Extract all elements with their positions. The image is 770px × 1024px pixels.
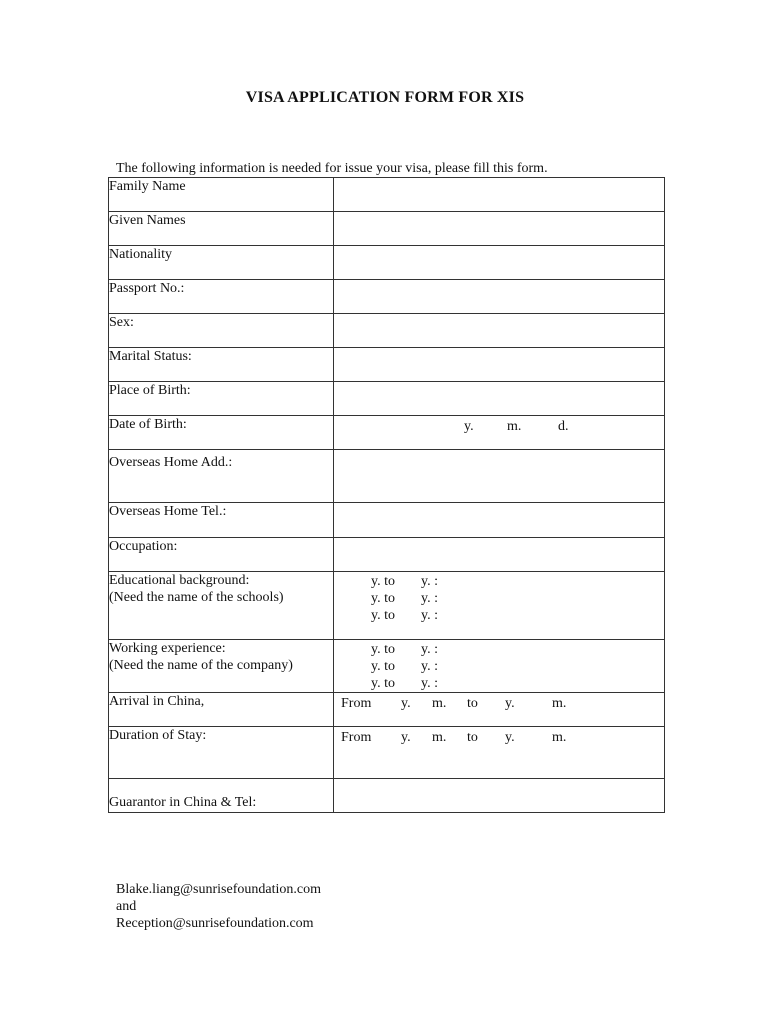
contact-footer <box>116 881 321 932</box>
row-place-of-birth <box>109 382 665 416</box>
working-from: y. to <box>371 676 395 691</box>
duration-month2: m. <box>552 730 567 745</box>
overseas-home-tel-label: Overseas Home Tel.: <box>109 503 334 538</box>
visa-form-table <box>108 177 665 813</box>
row-guarantor <box>109 779 665 813</box>
nationality-field[interactable] <box>334 246 665 280</box>
date-of-birth-field[interactable] <box>334 416 665 450</box>
row-working-experience <box>109 640 665 693</box>
place-of-birth-label: Place of Birth: <box>109 382 334 416</box>
sex-field[interactable] <box>334 314 665 348</box>
arrival-month1: m. <box>432 696 447 711</box>
working-experience-label <box>109 640 334 693</box>
marital-status-field[interactable] <box>334 348 665 382</box>
education-to: y. : <box>421 574 438 589</box>
arrival-field[interactable] <box>334 693 665 727</box>
duration-month1: m. <box>432 730 447 745</box>
row-duration-of-stay <box>109 727 665 779</box>
given-names-label: Given Names <box>109 212 334 246</box>
working-line <box>334 659 534 676</box>
arrival-year1: y. <box>401 696 411 711</box>
intro-text: The following information is needed for issue your visa, please fill this form. <box>116 161 548 176</box>
family-name-label: Family Name <box>109 178 334 212</box>
form-title: VISA APPLICATION FORM FOR XIS <box>245 89 525 106</box>
row-nationality <box>109 246 665 280</box>
row-overseas-home-tel <box>109 503 665 538</box>
nationality-label: Nationality <box>109 246 334 280</box>
occupation-label: Occupation: <box>109 538 334 572</box>
guarantor-label: Guarantor in China & Tel: <box>109 779 334 813</box>
arrival-month2: m. <box>552 696 567 711</box>
given-names-field[interactable] <box>334 212 665 246</box>
working-from: y. to <box>371 659 395 674</box>
dob-year-unit: y. <box>464 419 474 434</box>
guarantor-field[interactable] <box>334 779 665 813</box>
dob-month-unit: m. <box>507 419 522 434</box>
duration-year2: y. <box>505 730 515 745</box>
contact-email-1: Blake.liang@sunrisefoundation.com <box>116 882 321 897</box>
working-to: y. : <box>421 642 438 657</box>
arrival-year2: y. <box>505 696 515 711</box>
duration-to: to <box>467 730 478 745</box>
working-to: y. : <box>421 659 438 674</box>
arrival-from: From <box>341 696 372 711</box>
row-passport-no <box>109 280 665 314</box>
duration-year1: y. <box>401 730 411 745</box>
row-marital-status <box>109 348 665 382</box>
working-experience-label-title: Working experience: <box>109 641 226 656</box>
passport-no-label: Passport No.: <box>109 280 334 314</box>
working-experience-field[interactable] <box>334 640 665 693</box>
contact-and: and <box>116 899 137 914</box>
education-to: y. : <box>421 608 438 623</box>
working-from: y. to <box>371 642 395 657</box>
overseas-home-add-label: Overseas Home Add.: <box>109 450 334 503</box>
row-occupation <box>109 538 665 572</box>
duration-from: From <box>341 730 372 745</box>
education-line <box>334 574 534 591</box>
overseas-home-tel-field[interactable] <box>334 503 665 538</box>
working-line <box>334 676 534 693</box>
education-label-note: (Need the name of the schools) <box>109 590 284 605</box>
overseas-home-add-field[interactable] <box>334 450 665 503</box>
occupation-field[interactable] <box>334 538 665 572</box>
education-label-title: Educational background: <box>109 573 250 588</box>
education-line <box>334 591 534 608</box>
contact-email-2: Reception@sunrisefoundation.com <box>116 916 314 931</box>
place-of-birth-field[interactable] <box>334 382 665 416</box>
education-from: y. to <box>371 574 395 589</box>
sex-label: Sex: <box>109 314 334 348</box>
arrival-to: to <box>467 696 478 711</box>
dob-day-unit: d. <box>558 419 569 434</box>
row-education <box>109 572 665 640</box>
passport-no-field[interactable] <box>334 280 665 314</box>
row-given-names <box>109 212 665 246</box>
marital-status-label: Marital Status: <box>109 348 334 382</box>
row-overseas-home-add <box>109 450 665 503</box>
duration-label: Duration of Stay: <box>109 727 334 779</box>
date-of-birth-label: Date of Birth: <box>109 416 334 450</box>
working-to: y. : <box>421 676 438 691</box>
row-arrival-in-china <box>109 693 665 727</box>
working-line <box>334 642 534 659</box>
education-line <box>334 608 534 625</box>
row-date-of-birth <box>109 416 665 450</box>
education-label <box>109 572 334 640</box>
row-sex <box>109 314 665 348</box>
education-field[interactable] <box>334 572 665 640</box>
family-name-field[interactable] <box>334 178 665 212</box>
education-from: y. to <box>371 591 395 606</box>
education-from: y. to <box>371 608 395 623</box>
education-to: y. : <box>421 591 438 606</box>
duration-field[interactable] <box>334 727 665 779</box>
working-experience-label-note: (Need the name of the company) <box>109 658 293 673</box>
row-family-name <box>109 178 665 212</box>
arrival-label: Arrival in China, <box>109 693 334 727</box>
